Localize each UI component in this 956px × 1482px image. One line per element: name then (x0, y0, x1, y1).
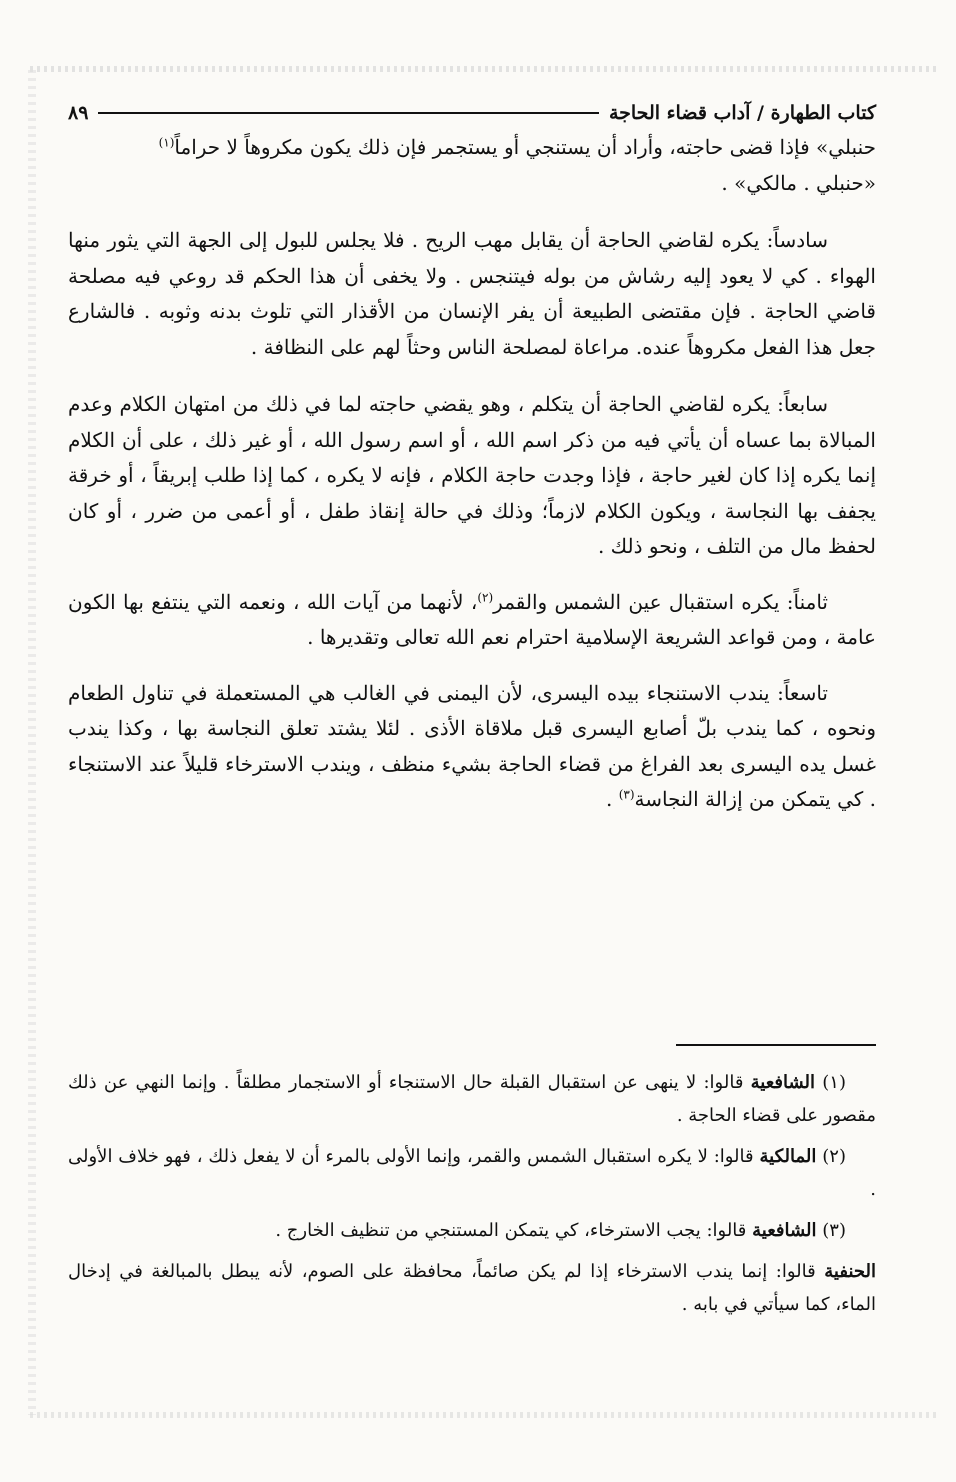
header-title: كتاب الطهارة / آداب قضاء الحاجة (608, 102, 876, 124)
footnote-school: المالكية (759, 1146, 817, 1167)
footnote-school: الحنفية (824, 1261, 876, 1282)
footnote-text: قالوا: لا ينهى عن استقبال القبلة حال الاستنجاء أو الاستجمار مطلقاً . وإنما النهي عن ذلك مقصور على قضاء الحاجة . (68, 1072, 876, 1126)
paragraph-eighth (68, 585, 876, 656)
paragraph-seventh: سابعاً: يكره لقاضي الحاجة أن يتكلم ، وهو يقضي حاجته لما في ذلك من امتهان الكلام وعدم المبالاة بما عساه أن يأتي فيه من ذكر اسم الله ، أو اسم رسول الله ، أو غير ذلك ، على أن الكلام إنما يكره إذا كان لغير حاجة ، فإذا وجدت حاجة الكلام ، فإنه لا يكره ، كما إذا طلب إبريقاً ، أو خرقة يجفف بها النجاسة ، ويكون الكلام لازماً؛ وذلك في حالة إنقاذ طفل ، أو أعمى من ضرر ، أو كان لحفظ مال من التلف ، ونحو ذلك . (68, 392, 876, 558)
footnote-number: (٣) (822, 1220, 846, 1241)
footnote-3 (68, 1214, 876, 1247)
scan-edge-bottom (30, 1412, 936, 1418)
footnote-ref-1[interactable]: (١) (158, 135, 175, 150)
text-run: ، لأنهما من آيات الله ، ونعمه التي ينتفع بها الكون عامة ، ومن قواعد الشريعة الإسلامية احترام نعم الله تعالى وتقديرها . (68, 589, 876, 649)
footnote-separator (676, 1044, 876, 1046)
footnote-1 (68, 1066, 876, 1132)
text-run: تاسعاً: يندب الاستنجاء بيده اليسرى، لأن اليمنى في الغالب هي المستعملة في تناول الطعام ونحوه ، كما يندب بلّ أصابع اليسرى قبل ملاقاة الأذى . لئلا يشتد تعلق النجاسة بها ، وكذا يندب غسل يده اليسرى بعد الفراغ من قضاء الحاجة بشيء منظف ، ويندب الاسترخاء قليلاً عند الاستنجاء . كي يتمكن من إزالة النجاسة (68, 680, 876, 811)
footnote-ref-3[interactable]: (٣) (618, 787, 635, 802)
footnotes (68, 1066, 876, 1321)
footnote-3-cont (68, 1255, 876, 1321)
page-body (68, 96, 876, 818)
text-run: ثامناً: يكره استقبال عين الشمس والقمر (493, 589, 828, 614)
paragraph-sixth: سادساً: يكره لقاضي الحاجة أن يقابل مهب الريح . فلا يجلس للبول إلى الجهة التي يثور منها الهواء . كي لا يعود إليه رشاش من بوله فيتنجس . ولا يخفى أن هذا الحكم قد روعي فيه مصلحة قاضي الحاجة . فإن مقتضى الطبيعة أن يفر الإنسان من الأقذار التي تلوث بدنه وثوبه . فالشارع جعل هذا الفعل مكروهاً عنده. مراعاة لمصلحة الناس وحثاً لهم على النظافة . (68, 228, 876, 359)
paragraph-ninth (68, 676, 876, 818)
scan-edge-left (28, 70, 36, 1415)
text-line: «حنبلي . مالكي» . (721, 170, 876, 195)
text-run: حنبلي» فإذا قضى حاجته، وأراد أن يستنجي أو يستجمر فإن ذلك يكون مكروهاً لا حراماً (174, 135, 876, 159)
text-run: . (605, 787, 619, 811)
footnote-number: (٢) (822, 1146, 846, 1167)
footnote-text: قالوا: يجب الاسترخاء، كي يتمكن المستنجي من تنظيف الخارج . (275, 1220, 753, 1241)
header-rule (98, 112, 599, 114)
footnote-text: قالوا: لا يكره استقبال الشمس والقمر، وإنما الأولى بالمرء أن لا يفعل ذلك ، فهو خلاف الأولى . (68, 1146, 876, 1200)
footnote-school: الشافعية (752, 1220, 817, 1241)
scan-edge-top (30, 66, 936, 72)
footnote-ref-2[interactable]: (٢) (477, 589, 494, 604)
paragraph-continuation (68, 130, 876, 201)
footnote-2 (68, 1140, 876, 1206)
footnote-number: (١) (822, 1072, 846, 1093)
running-header (68, 96, 876, 130)
text-line (68, 130, 876, 166)
page-number: ٨٩ (68, 102, 89, 124)
footnote-school: الشافعية (750, 1072, 816, 1093)
footnote-text: قالوا: إنما يندب الاسترخاء إذا لم يكن صائماً، محافظة على الصوم، لأنه يبطل بالمبالغة في إدخال الماء، كما سيأتي في بابه . (68, 1261, 876, 1315)
